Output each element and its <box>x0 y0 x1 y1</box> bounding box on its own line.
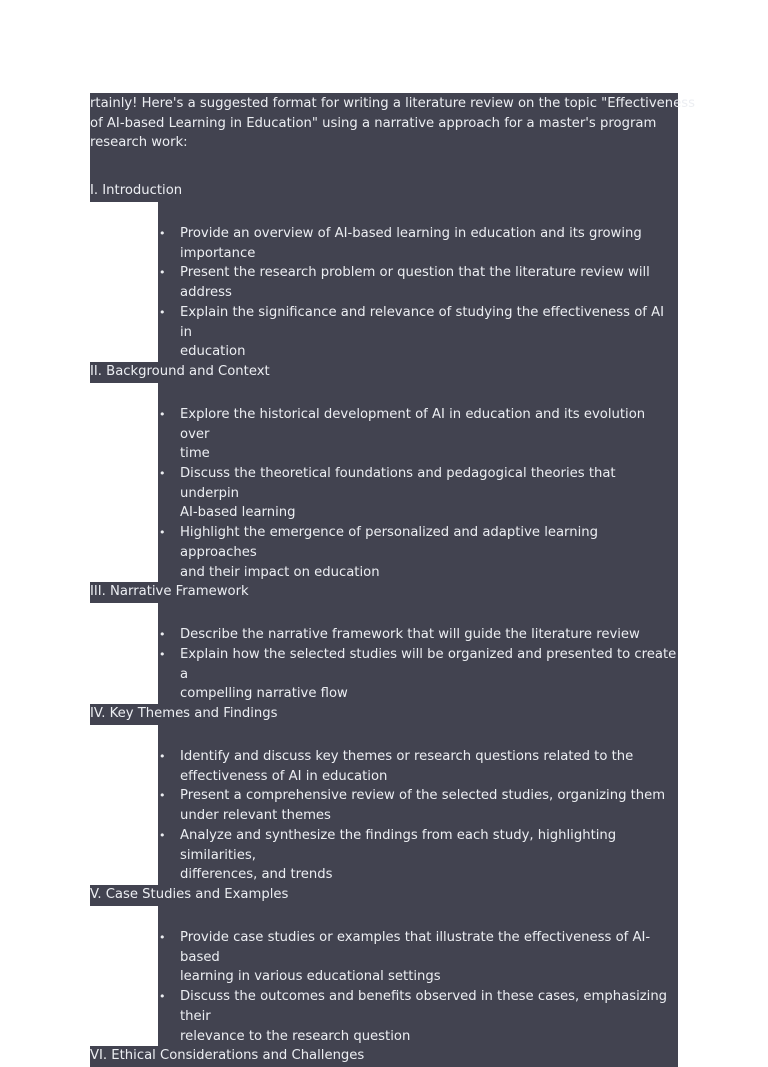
list-spacer <box>158 725 678 747</box>
bullet-list <box>158 383 678 582</box>
list-item-line: • Present a comprehensive review of the selected studies, organizing them <box>180 788 666 804</box>
section-heading: V. Case Studies and Examples <box>90 885 678 906</box>
document-body <box>90 93 695 1067</box>
list-item-line: time <box>180 446 210 462</box>
list-item-line: importance <box>180 245 256 261</box>
list-item-line: • Explain how the selected studies will be organized and presented to create a <box>180 646 677 682</box>
list-item <box>158 303 678 362</box>
paragraph-spacer <box>90 157 678 181</box>
intro-paragraph: rtainly! Here's a suggested format for writing a literature review on the topic "Effectiveness of AI-based Learning in Education" using a narrative approach for a master's program research work: <box>90 93 678 157</box>
list-item <box>158 747 678 786</box>
list-item <box>158 786 678 825</box>
list-item-line: • Identify and discuss key themes or research questions related to the <box>180 749 634 765</box>
list-item-line: AI-based learning <box>180 505 296 521</box>
section-heading: VI. Ethical Considerations and Challenges <box>90 1046 678 1067</box>
list-spacer <box>158 906 678 928</box>
bullet-list <box>158 725 678 885</box>
list-item-line: • Highlight the emergence of personalized and adaptive learning approaches <box>180 525 598 560</box>
section-heading: I. Introduction <box>90 181 678 202</box>
list-item-line: under relevant themes <box>180 808 331 824</box>
list-item <box>158 263 678 302</box>
list-item-line: education <box>180 344 246 360</box>
bullet-list <box>158 603 678 704</box>
list-spacer <box>158 202 678 224</box>
list-item-line: learning in various educational settings <box>180 969 441 985</box>
list-item <box>158 928 678 987</box>
section-heading: II. Background and Context <box>90 362 678 383</box>
list-spacer <box>158 383 678 405</box>
list-item <box>158 224 678 263</box>
list-item-line: • Present the research problem or question that the literature review will <box>180 265 650 281</box>
list-item <box>158 987 678 1046</box>
list-item <box>158 464 678 523</box>
section-heading: IV. Key Themes and Findings <box>90 704 678 725</box>
list-item-line: effectiveness of AI in education <box>180 768 388 784</box>
list-item <box>158 405 678 464</box>
list-item-line: address <box>180 285 232 301</box>
list-item <box>158 645 678 704</box>
bullet-list <box>158 906 678 1046</box>
bullet-list <box>158 202 678 362</box>
list-item-line: • Discuss the outcomes and benefits observed in these cases, emphasizing their <box>180 989 668 1024</box>
list-item-line: relevance to the research question <box>180 1028 411 1044</box>
list-item-line: • Provide an overview of AI-based learning in education and its growing <box>180 226 642 241</box>
section-heading: III. Narrative Framework <box>90 582 678 603</box>
list-item <box>158 625 678 645</box>
list-item-line: • Explore the historical development of AI in education and its evolution over <box>180 406 646 442</box>
outline-sections <box>90 181 678 1067</box>
list-item-line: compelling narrative flow <box>180 686 348 702</box>
list-item <box>158 826 678 885</box>
list-item-line: • Provide case studies or examples that illustrate the effectiveness of AI-based <box>180 929 651 965</box>
list-item-line: and their impact on education <box>180 564 380 580</box>
list-item-line: • Analyze and synthesize the findings from each study, highlighting similarities, <box>180 827 617 863</box>
list-spacer <box>158 603 678 625</box>
list-item-line: • Explain the significance and relevance of studying the effectiveness of AI in <box>180 304 665 340</box>
list-item-line: differences, and trends <box>180 867 333 883</box>
list-item-line: • Discuss the theoretical foundations and pedagogical theories that underpin <box>180 466 616 501</box>
list-item <box>158 523 678 582</box>
list-item-line: • Describe the narrative framework that will guide the literature review <box>180 627 640 643</box>
